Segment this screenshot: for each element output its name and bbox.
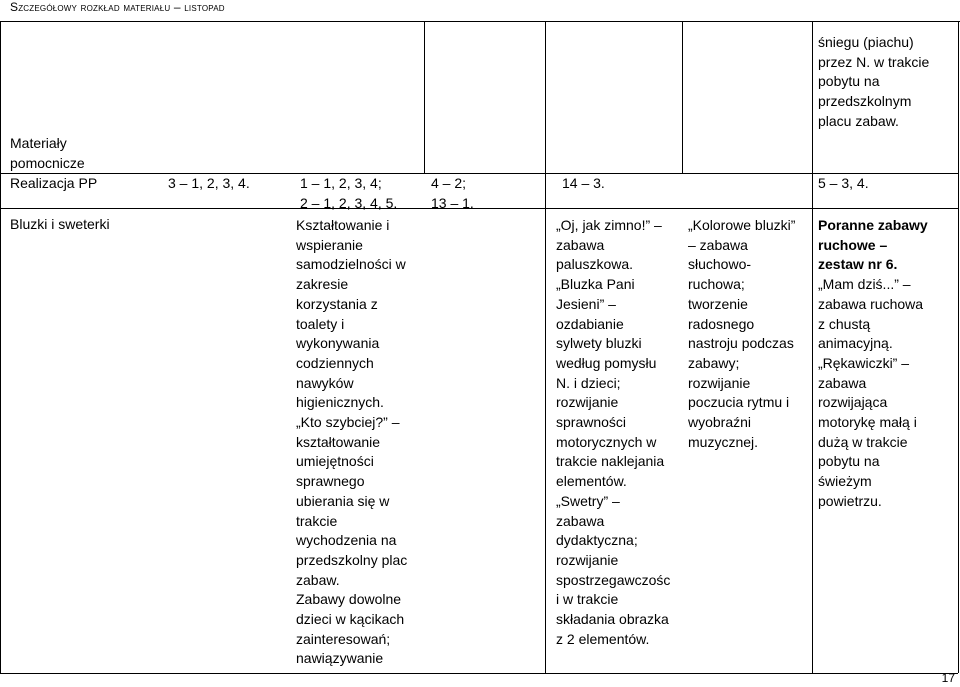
pp-col5: 14 – 3. (562, 175, 605, 191)
pp-col7: 5 – 3, 4. (818, 175, 869, 191)
topic-col6: „Kolorowe bluzki” – zabawa słuchowo- ruchowa; tworzenie radosnego nastroju podczas zabawy; rozwijanie poczucia rytmu i wyobraźni muzycznej. (688, 217, 796, 450)
topic-col5: „Oj, jak zimno!” – zabawa paluszkowa. „Bluzka Pani Jesieni” – ozdabianie sylwety bluzki według pomysłu N. i dzieci; rozwijanie sprawności motorycznych w trakcie naklejania elementów. „Swetry” – zabawa dydaktyczna; rozwijanie spostrzegawczośc i w trakcie składania obrazka z 2 elementów. (556, 217, 671, 647)
prev-fragment: śniegu (piachu) przez N. w trakcie pobytu na przedszkolnym placu zabaw. (818, 34, 930, 129)
pp-label: Realizacja PP (10, 175, 98, 191)
header-rule (0, 21, 960, 22)
page-header: Szczegółowy rozkład materiału – listopad (10, 0, 225, 14)
topic-label: Bluzki i sweterki (10, 216, 110, 232)
pp-col4: 4 – 2; 13 – 1. (431, 175, 474, 211)
topic-col3: Kształtowanie i wspieranie samodzielności w zakresie korzystania z toalety i wykonywania codziennych nawyków higienicznych. „Kto szybciej?” – kształtowanie umiejętności sprawnego ubierania się w trakcie wychodzenia na przedszkolny plac zabaw. Zabawy dowolne dzieci w kącikach zainteresowań; nawiązywanie (296, 217, 408, 667)
pp-col3: 1 – 1, 2, 3, 4; 2 – 1, 2, 3, 4, 5. (300, 175, 398, 211)
materials-label: Materiały pomocnicze (10, 135, 85, 171)
page-number: 17 (941, 671, 955, 685)
topic-col7: Poranne zabawy ruchowe – zestaw nr 6. „Mam dziś...” – zabawa ruchowa z chustą animacyjną. „Rękawiczki” – zabawa rozwijająca motorykę małą i dużą w trakcie pobytu na świeżym powietrzu. (818, 217, 928, 509)
pp-col2: 3 – 1, 2, 3, 4. (168, 175, 250, 191)
